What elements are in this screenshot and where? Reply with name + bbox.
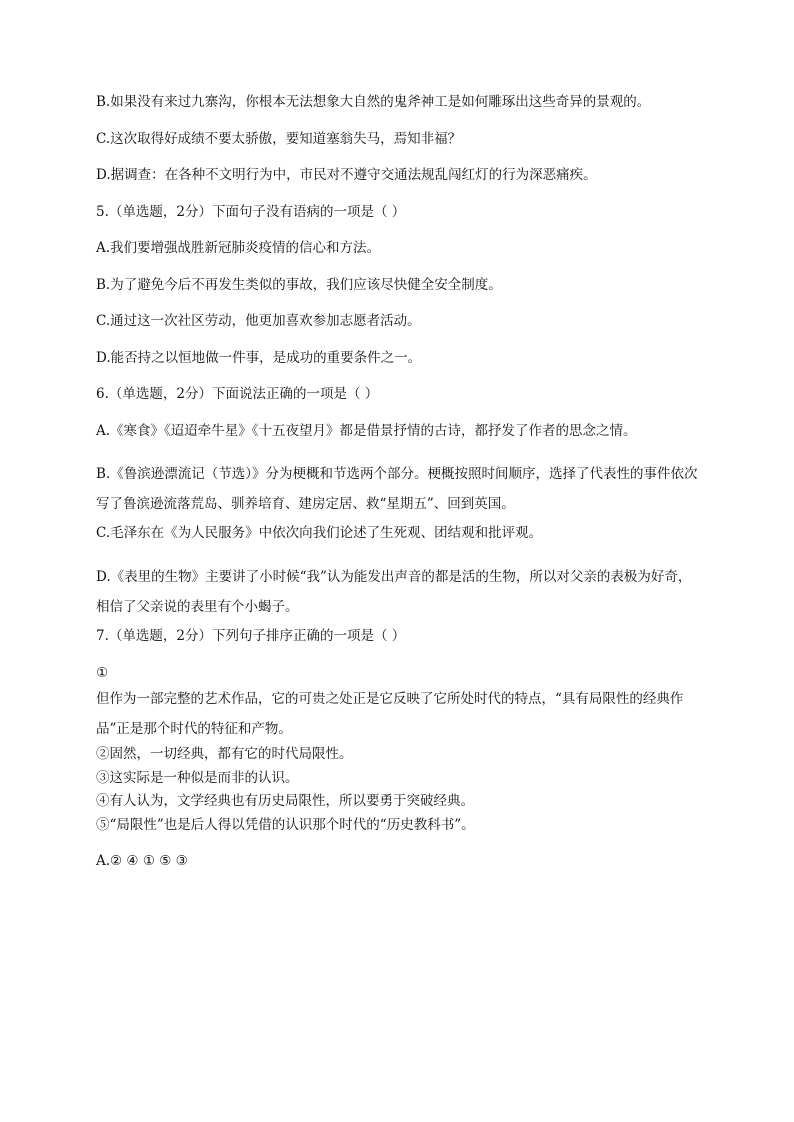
q7-sentence-2: ②固然，一切经典，都有它的时代局限性。 — [96, 746, 353, 763]
q4-option-b: B.如果没有来过九寨沟，你根本无法想象大自然的鬼斧神工是如何雕琢出这些奇异的景观的。 — [96, 94, 651, 110]
q5-option-a: A.我们要增强战胜新冠肺炎疫情的信心和方法。 — [96, 240, 381, 257]
q7-stem: 7.（单选题，2分）下列句子排序正确的一项是（ ） — [96, 628, 406, 645]
q7-sentence-4: ④有人认为，文学经典也有历史局限性，所以要勇于突破经典。 — [96, 793, 474, 810]
q6-option-a: A.《寒食》《迢迢牵牛星》《十五夜望月》都是借景抒情的古诗，都抒发了作者的思念之情。 — [96, 422, 637, 439]
q4-option-d: D.据调查：在各种不文明行为中，市民对不遵守交通法规乱闯红灯的行为深恶痛疾。 — [96, 167, 597, 184]
q7-sentence-1-mark: ① — [96, 664, 109, 681]
q7-sentence-5: ⑤“局限性”也是后人得以凭借的认识那个时代的“历史教科书”。 — [96, 816, 475, 833]
exam-page — [96, 94, 700, 871]
q6-option-b: B.《鲁滨逊漂流记（节选）》分为梗概和节选两个部分。梗概按照时间顺序，选择了代表性的事件依次写了鲁滨逊流落荒岛、驯养培育、建房定居、救“星期五”、回到英国。 — [96, 466, 698, 513]
q7-option-a: A.② ④ ① ⑤ ③ — [96, 853, 188, 870]
q5-option-b: B.为了避免今后不再发生类似的事故，我们应该尽快健全安全制度。 — [96, 276, 502, 293]
q5-option-c: C.通过这一次社区劳动，他更加喜欢参加志愿者活动。 — [96, 313, 421, 330]
q7-sentence-1: 但作为一部完整的艺术作品，它的可贵之处正是它反映了它所处时代的特点，“具有局限性的经典作品”正是那个时代的特征和产物。 — [96, 691, 684, 738]
q6-stem: 6.（单选题，2分）下面说法正确的一项是（ ） — [96, 386, 379, 403]
q6-option-c: C.毛泽东在《为人民服务》中依次向我们论述了生死观、团结观和批评观。 — [96, 525, 543, 542]
q7-sentence-3: ③这实际是一种似是而非的认识。 — [96, 769, 299, 786]
q6-option-d: D.《表里的生物》主要讲了小时候“我”认为能发出声音的都是活的生物，所以对父亲的表极为好奇，相信了父亲说的表里有个小蝎子。 — [96, 569, 692, 616]
q5-stem: 5.（单选题，2分）下面句子没有语病的一项是（ ） — [96, 203, 406, 220]
q4-option-c: C.这次取得好成绩不要太骄傲，要知道塞翁失马，焉知非福？ — [96, 130, 462, 147]
q5-option-d: D.能否持之以恒地做一件事，是成功的重要条件之一。 — [96, 349, 422, 366]
